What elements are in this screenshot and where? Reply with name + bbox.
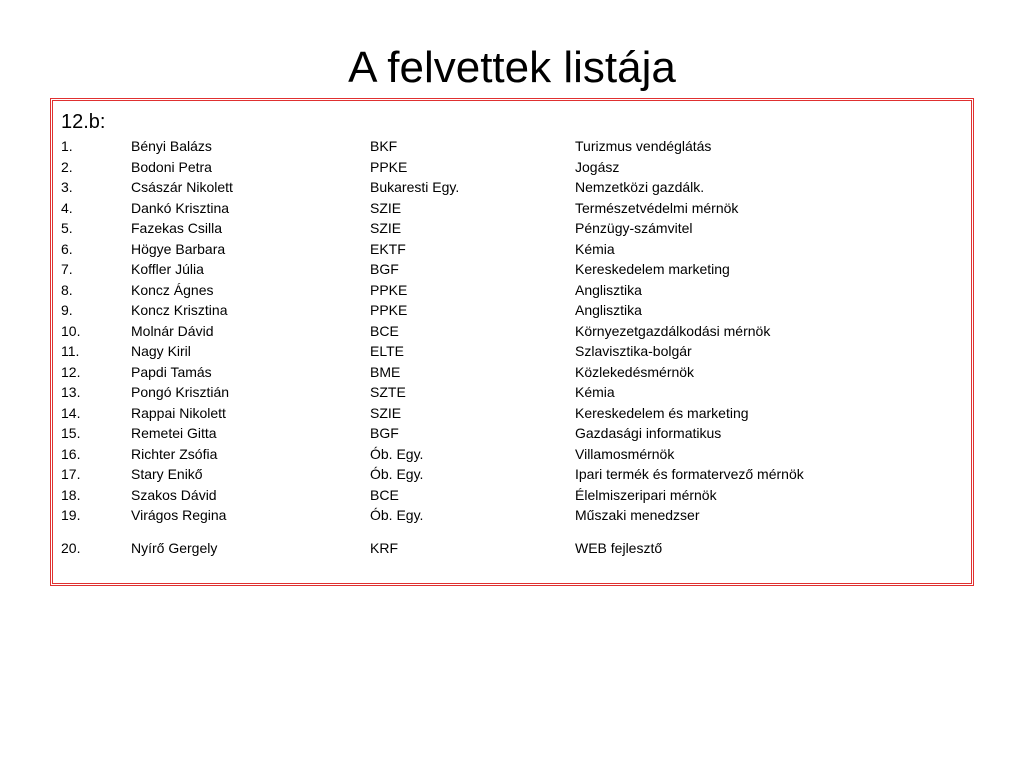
course-name: Nemzetközi gazdálk. xyxy=(575,179,705,195)
course-name: Gazdasági informatikus xyxy=(575,425,722,441)
row-number: 16. xyxy=(61,445,81,462)
class-label: 12.b: xyxy=(61,111,106,133)
student-name: Császár Nikolett xyxy=(131,179,233,195)
list-item xyxy=(61,505,961,526)
course-name: Ipari termék és formatervező mérnök xyxy=(575,466,804,482)
row-number: 14. xyxy=(61,404,81,421)
row-number: 4. xyxy=(61,199,73,216)
list-item xyxy=(61,177,961,198)
list-item xyxy=(61,464,961,485)
row-number: 18. xyxy=(61,486,81,503)
list-item xyxy=(61,321,961,342)
list-item xyxy=(61,485,961,506)
list-item xyxy=(61,218,961,239)
row-number: 1. xyxy=(61,138,73,154)
admitted-list xyxy=(61,136,961,558)
school-name: EKTF xyxy=(370,240,406,257)
list-item xyxy=(61,403,961,424)
list-item xyxy=(61,300,961,321)
course-name: Kémia xyxy=(575,384,615,400)
student-name: Bényi Balázs xyxy=(131,138,212,154)
course-name: Kereskedelem marketing xyxy=(575,261,730,277)
list-item xyxy=(61,136,961,157)
row-number: 20. xyxy=(61,539,81,556)
course-name: Turizmus vendéglátás xyxy=(575,138,712,154)
row-number: 6. xyxy=(61,240,73,257)
student-name: Molnár Dávid xyxy=(131,322,214,339)
school-name: ELTE xyxy=(370,343,404,359)
school-name: Bukaresti Egy. xyxy=(370,179,460,195)
row-number: 11. xyxy=(61,343,80,359)
course-name: Természetvédelmi mérnök xyxy=(575,199,739,216)
school-name: KRF xyxy=(370,539,398,556)
course-name: WEB fejlesztő xyxy=(575,539,663,556)
list-item xyxy=(61,259,961,280)
school-name: Ób. Egy. xyxy=(370,507,424,523)
row-number: 7. xyxy=(61,261,73,277)
course-name: Kémia xyxy=(575,240,615,257)
course-name: Élelmiszeripari mérnök xyxy=(575,486,717,503)
course-name: Környezetgazdálkodási mérnök xyxy=(575,322,771,339)
student-name: Koffler Júlia xyxy=(131,261,204,277)
student-name: Nagy Kiril xyxy=(131,343,191,359)
school-name: PPKE xyxy=(370,158,408,175)
course-name: Villamosmérnök xyxy=(575,445,675,462)
row-number: 5. xyxy=(61,220,73,236)
course-name: Műszaki menedzser xyxy=(575,507,700,523)
school-name: BCE xyxy=(370,486,399,503)
student-name: Richter Zsófia xyxy=(131,445,218,462)
course-name: Szlavisztika-bolgár xyxy=(575,343,692,359)
course-name: Közlekedésmérnök xyxy=(575,363,695,380)
school-name: SZTE xyxy=(370,384,406,400)
row-number: 12. xyxy=(61,363,81,380)
list-item xyxy=(61,157,961,178)
list-item xyxy=(61,538,961,559)
list-item xyxy=(61,280,961,301)
school-name: BME xyxy=(370,363,401,380)
school-name: SZIE xyxy=(370,404,402,421)
student-name: Szakos Dávid xyxy=(131,486,217,503)
student-name: Remetei Gitta xyxy=(131,425,217,441)
course-name: Anglisztika xyxy=(575,281,642,298)
student-name: Rappai Nikolett xyxy=(131,404,226,421)
list-item xyxy=(61,239,961,260)
student-name: Stary Enikő xyxy=(131,466,203,482)
school-name: PPKE xyxy=(370,302,408,318)
school-name: Ób. Egy. xyxy=(370,466,424,482)
school-name: BGF xyxy=(370,425,399,441)
student-name: Nyírő Gergely xyxy=(131,539,218,556)
list-item xyxy=(61,198,961,219)
list-item xyxy=(61,444,961,465)
row-number: 17. xyxy=(61,466,81,482)
student-name: Koncz Krisztina xyxy=(131,302,228,318)
course-name: Jogász xyxy=(575,158,620,175)
course-name: Anglisztika xyxy=(575,302,642,318)
school-name: BKF xyxy=(370,138,398,154)
row-number: 8. xyxy=(61,281,73,298)
row-number: 13. xyxy=(61,384,81,400)
school-name: PPKE xyxy=(370,281,408,298)
school-name: SZIE xyxy=(370,199,402,216)
student-name: Fazekas Csilla xyxy=(131,220,223,236)
student-name: Koncz Ágnes xyxy=(131,281,214,298)
list-item xyxy=(61,362,961,383)
row-number: 3. xyxy=(61,179,73,195)
list-item xyxy=(61,382,961,403)
course-name: Kereskedelem és marketing xyxy=(575,404,749,421)
school-name: SZIE xyxy=(370,220,402,236)
student-name: Dankó Krisztina xyxy=(131,199,230,216)
row-number: 15. xyxy=(61,425,81,441)
school-name: BCE xyxy=(370,322,399,339)
student-name: Pongó Krisztián xyxy=(131,384,230,400)
row-number: 2. xyxy=(61,158,73,175)
student-name: Papdi Tamás xyxy=(131,363,212,380)
row-number: 10. xyxy=(61,322,81,339)
row-number: 9. xyxy=(61,302,73,318)
list-item xyxy=(61,341,961,362)
school-name: BGF xyxy=(370,261,399,277)
list-item xyxy=(61,423,961,444)
student-name: Virágos Regina xyxy=(131,507,227,523)
row-number: 19. xyxy=(61,507,81,523)
course-name: Pénzügy-számvitel xyxy=(575,220,693,236)
page-title: A felvettek listája xyxy=(348,43,676,92)
school-name: Ób. Egy. xyxy=(370,445,424,462)
student-name: Bodoni Petra xyxy=(131,158,212,175)
student-name: Högye Barbara xyxy=(131,240,226,257)
